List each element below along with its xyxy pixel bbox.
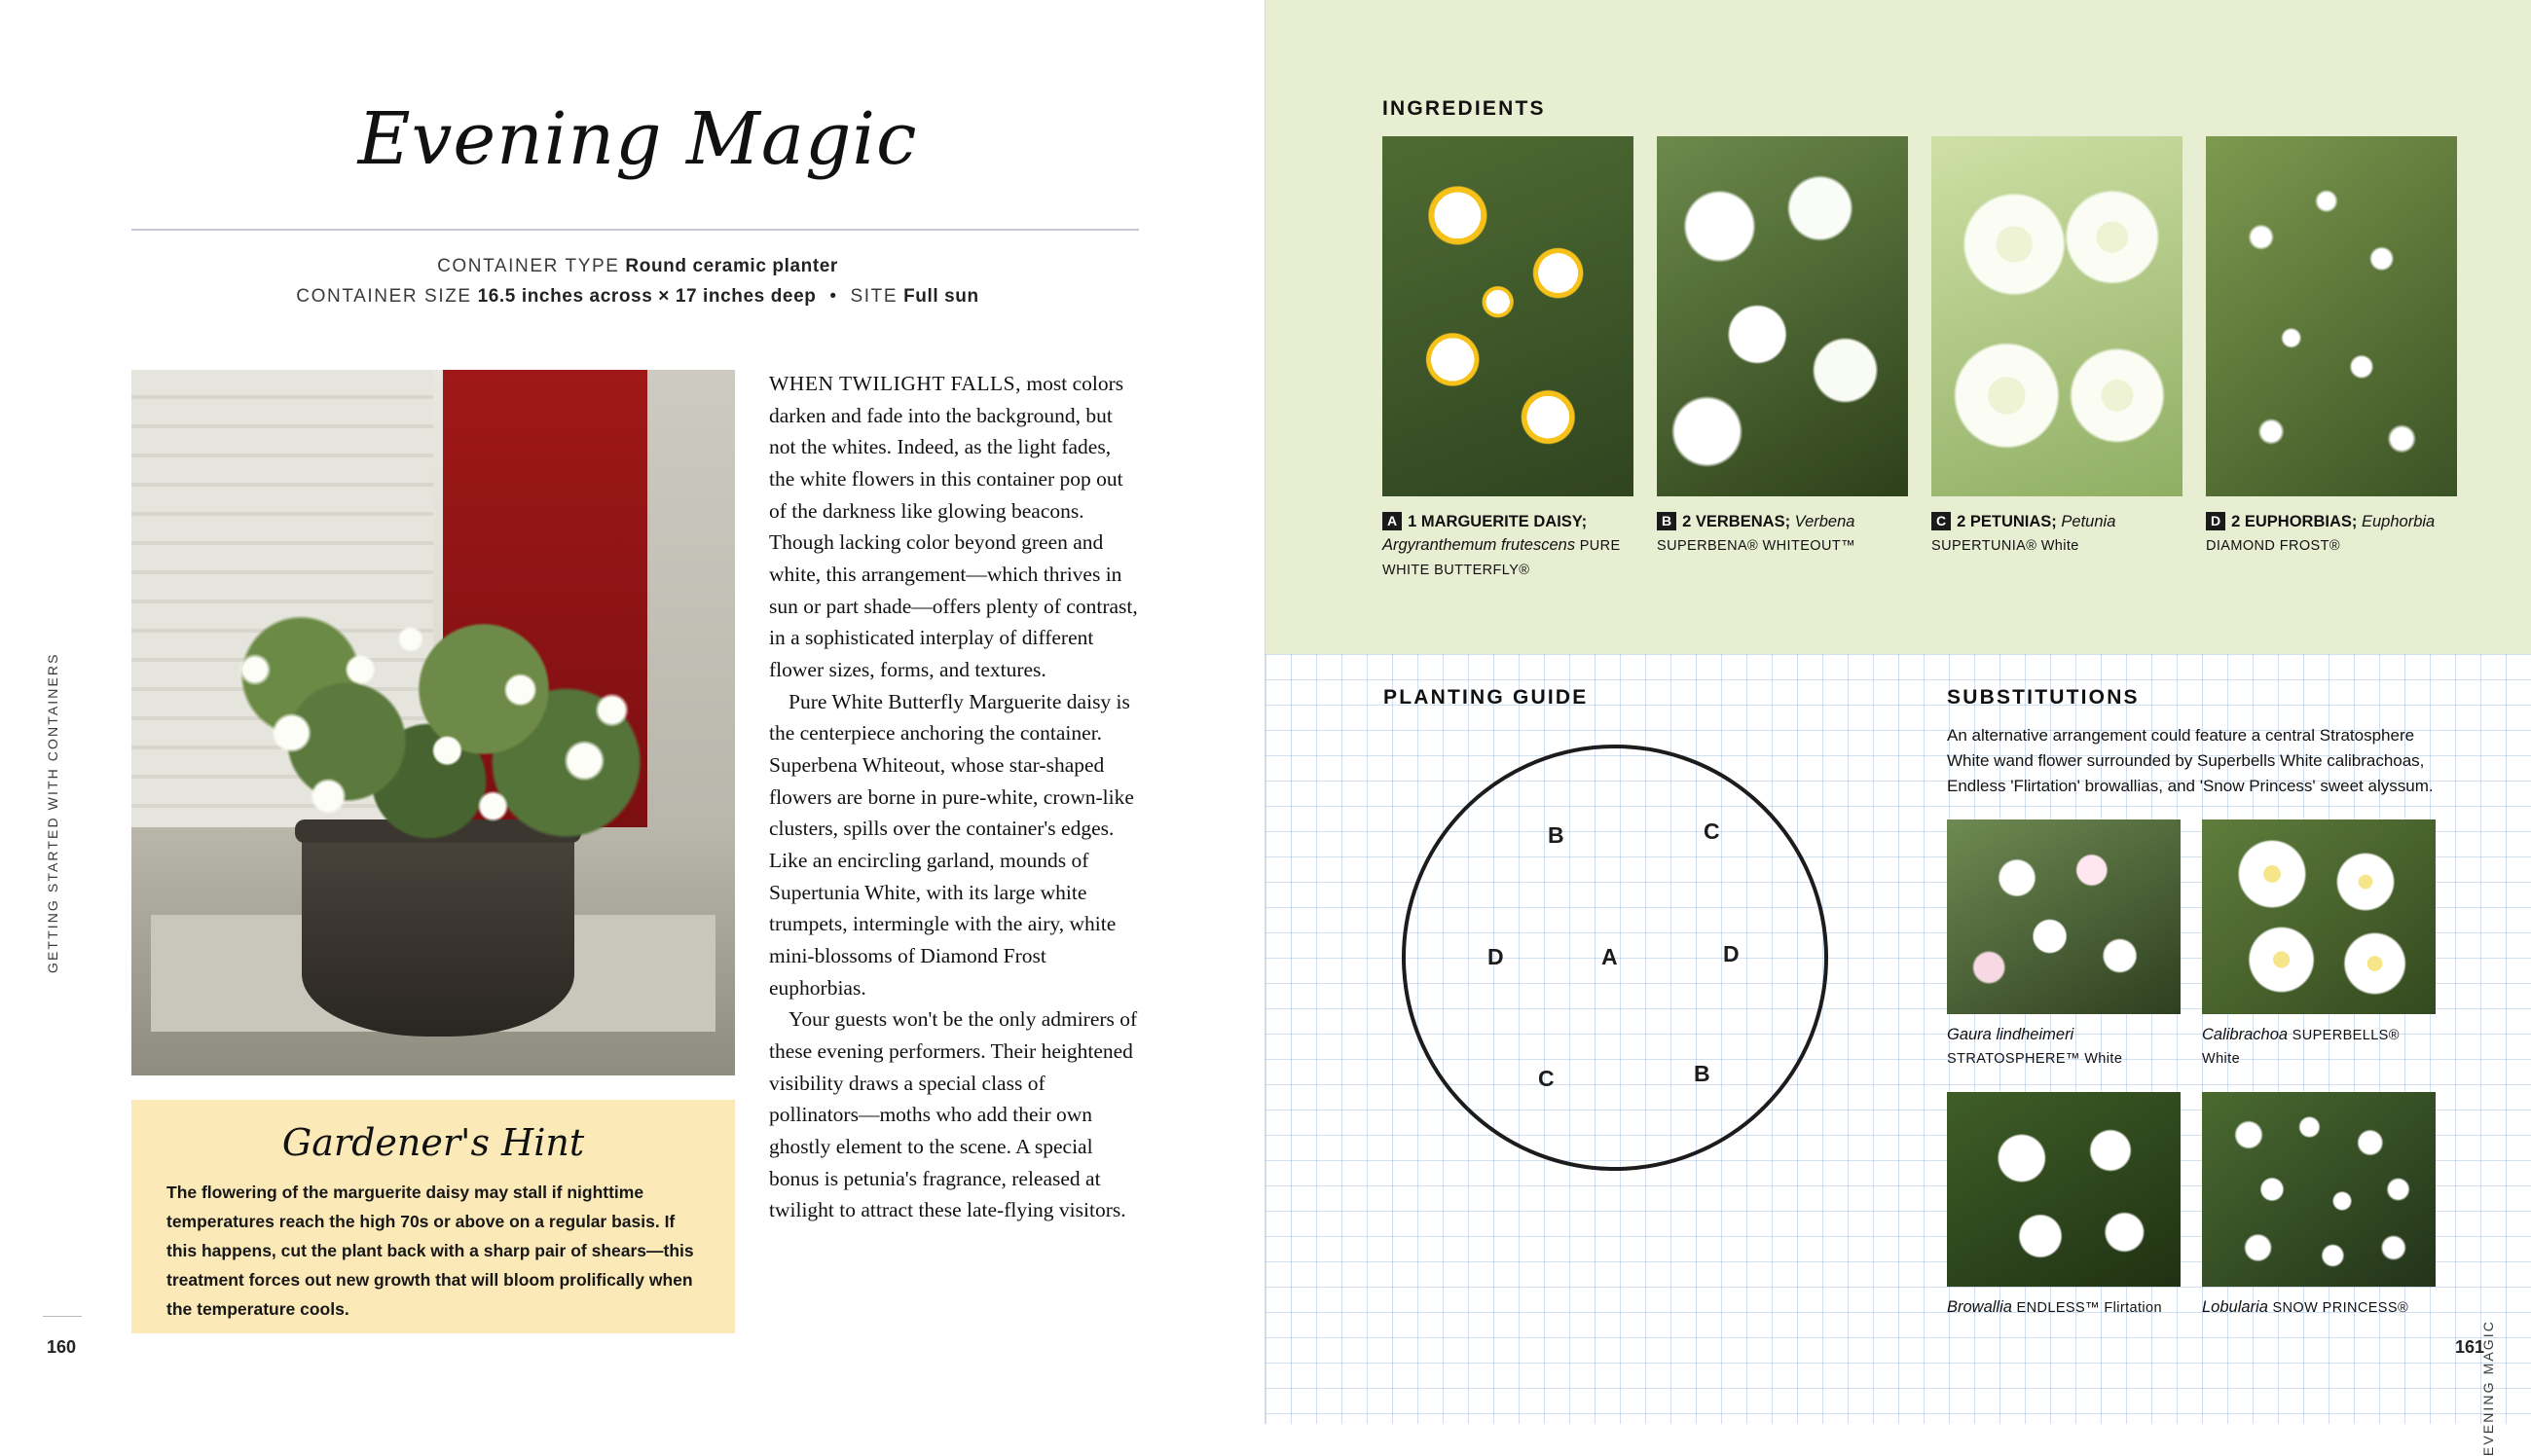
substitution-caption — [1947, 1024, 2181, 1071]
marguerite-daisy-photo — [1382, 136, 1633, 496]
ingredient-quantity-name: 2 EUPHORBIAS; — [2231, 513, 2358, 530]
substitutions-heading: SUBSTITUTIONS — [1947, 686, 2140, 709]
substitution-cultivar: STRATOSPHERE™ White — [1947, 1051, 2123, 1068]
ingredient-cultivar: SUPERTUNIA® White — [1931, 538, 2079, 555]
gardeners-hint-text: The flowering of the marguerite daisy may stall if nighttime temperatures reach the high 70s or above on a regular basis. If this happens, cut the plant back with a sharp pair of shears—this treatment forces out new growth that will bloom prolifically when the temperature cools. — [166, 1183, 694, 1320]
planting-label-c-top: C — [1704, 819, 1720, 844]
ingredient-cultivar: SUPERBENA® WHITEOUT™ — [1657, 538, 1855, 555]
photo-planter — [302, 827, 574, 1037]
calibrachoa-photo — [2202, 819, 2436, 1014]
ingredient-item — [1657, 136, 1908, 581]
ingredients-list — [1382, 136, 2436, 581]
body-lead-in: WHEN TWILIGHT FALLS, — [769, 372, 1022, 395]
substitution-botanical-name: Browallia — [1947, 1298, 2012, 1317]
planting-diagram — [1402, 745, 1850, 1192]
body-paragraph-2: Pure White Butterfly Marguerite daisy is the centerpiece anchoring the container. Superbena Whiteout, whose star-shaped flowers are borne in pure-white, crown-like clusters, spills over the container's edges. Like an encircling garland, mounds of Supertunia White, with its large white trumpets, intermingle with the airy, white mini-blossoms of Diamond Frost euphorbias. — [769, 689, 1134, 1000]
ingredient-botanical-name: Petunia — [2061, 513, 2116, 530]
petunia-photo — [1931, 136, 2183, 496]
planting-guide-block — [1382, 686, 1908, 1290]
substitution-caption — [2202, 1024, 2436, 1071]
container-size-line — [136, 281, 1139, 311]
substitutions-grid — [1947, 819, 2453, 1320]
page-number-right: 161 — [2454, 1337, 2484, 1357]
body-paragraph-3: Your guests won't be the only admirers of these evening performers. Their heightened visibility draws a special class of pollinators—moths who add their own ghostly element to the scene. A special bonus is petunia's fragrance, released at twilight to attract these late-flying visitors. — [769, 1007, 1138, 1222]
planting-label-a-center: A — [1601, 944, 1618, 969]
ingredient-quantity-name: 2 VERBENAS; — [1682, 513, 1791, 530]
page-number-left: 160 — [47, 1337, 77, 1357]
verbena-photo — [1657, 136, 1908, 496]
left-page — [0, 0, 1266, 1424]
substitution-caption — [1947, 1296, 2181, 1320]
planting-label-d-right: D — [1723, 941, 1740, 966]
planting-label-d-left: D — [1487, 944, 1504, 969]
substitution-botanical-name: Lobularia — [2202, 1298, 2268, 1317]
substitution-cultivar: SNOW PRINCESS® — [2272, 1300, 2409, 1317]
euphorbia-photo — [2206, 136, 2457, 496]
substitution-caption — [2202, 1296, 2436, 1320]
ingredient-caption — [1382, 510, 1633, 581]
gaura-photo — [1947, 819, 2181, 1014]
container-type-line — [136, 251, 1139, 281]
site-label: SITE — [850, 286, 899, 308]
ingredient-caption — [1931, 510, 2183, 558]
planting-label-c-bottom: C — [1538, 1066, 1555, 1091]
substitutions-block — [1947, 686, 2453, 1320]
substitution-item — [2202, 819, 2436, 1071]
substitution-cultivar: ENDLESS™ Flirtation — [2016, 1300, 2162, 1317]
ingredient-quantity-name: 2 PETUNIAS; — [1957, 513, 2057, 530]
gardeners-hint-box — [131, 1100, 735, 1333]
planting-guide-heading: PLANTING GUIDE — [1383, 686, 1589, 709]
substitution-item — [1947, 819, 2181, 1071]
ingredient-caption — [2206, 510, 2457, 558]
body-text-column — [769, 368, 1139, 1226]
running-head-right: EVENING MAGIC — [2480, 1320, 2496, 1456]
planting-label-b-bottom: B — [1694, 1061, 1710, 1086]
substitution-cultivar: SUPERBELLS® White — [2202, 1028, 2400, 1068]
container-photo — [131, 370, 735, 1075]
site-value: Full sun — [903, 286, 979, 308]
ingredient-botanical-name: Verbena — [1794, 513, 1855, 530]
page-title: Evening Magic — [357, 97, 918, 181]
ingredient-badge-b: B — [1657, 512, 1676, 530]
substitution-botanical-name: Calibrachoa — [2202, 1026, 2289, 1044]
container-type-label: CONTAINER TYPE — [437, 256, 620, 276]
container-meta — [136, 251, 1139, 312]
ingredient-cultivar: DIAMOND FROST® — [2206, 538, 2340, 555]
photo-white-blooms — [209, 594, 667, 847]
ingredient-quantity-name: 1 MARGUERITE DAISY; — [1408, 513, 1588, 530]
ingredient-botanical-name: Euphorbia — [2362, 513, 2436, 530]
title-divider — [131, 229, 1139, 231]
planting-label-b-top: B — [1548, 822, 1564, 848]
ingredient-badge-c: C — [1931, 512, 1951, 530]
ingredient-caption — [1657, 510, 1908, 558]
right-page — [1266, 0, 2531, 1456]
gardeners-hint-title: Gardener's Hint — [281, 1121, 585, 1164]
browallia-photo — [1947, 1092, 2181, 1287]
ingredient-botanical-name: Argyranthemum frutescens — [1382, 536, 1576, 555]
body-paragraph-1-rest: most colors darken and fade into the background, but not the whites. Indeed, as the light fades, the white flowers in this container pop out of the darkness like glowing beacons. Though lacking color beyond green and white, this arrangement—which thrives in sun or part shade—offers plenty of contrast, in a sophisticated interplay of different flower sizes, forms, and textures. — [769, 372, 1138, 682]
meta-separator: • — [829, 286, 837, 308]
lobularia-photo — [2202, 1092, 2436, 1287]
ingredient-item — [2206, 136, 2457, 581]
container-size-label: CONTAINER SIZE — [296, 286, 472, 308]
ingredient-item — [1931, 136, 2183, 581]
ingredients-heading: INGREDIENTS — [1382, 97, 1546, 120]
substitutions-text: An alternative arrangement could feature a central Stratosphere White wand flower surrounded by Superbells White calibrachoas, Endless 'Flirtation' browallias, and 'Snow Princess' sweet alyssum. — [1947, 726, 2434, 795]
substitution-item — [2202, 1092, 2436, 1320]
ingredient-badge-a: A — [1382, 512, 1402, 530]
container-type-value: Round ceramic planter — [625, 256, 838, 276]
body-paragraph-1 — [769, 368, 1139, 686]
container-size-value: 16.5 inches across × 17 inches deep — [477, 286, 817, 308]
ingredient-cultivar: PURE WHITE BUTTERFLY® — [1382, 538, 1621, 578]
ingredient-item — [1382, 136, 1633, 581]
folio-rule-left — [43, 1316, 82, 1317]
running-head-left: GETTING STARTED WITH CONTAINERS — [45, 652, 60, 973]
ingredient-badge-d: D — [2206, 512, 2225, 530]
substitution-botanical-name: Gaura lindheimeri — [1947, 1026, 2074, 1044]
substitution-item — [1947, 1092, 2181, 1320]
